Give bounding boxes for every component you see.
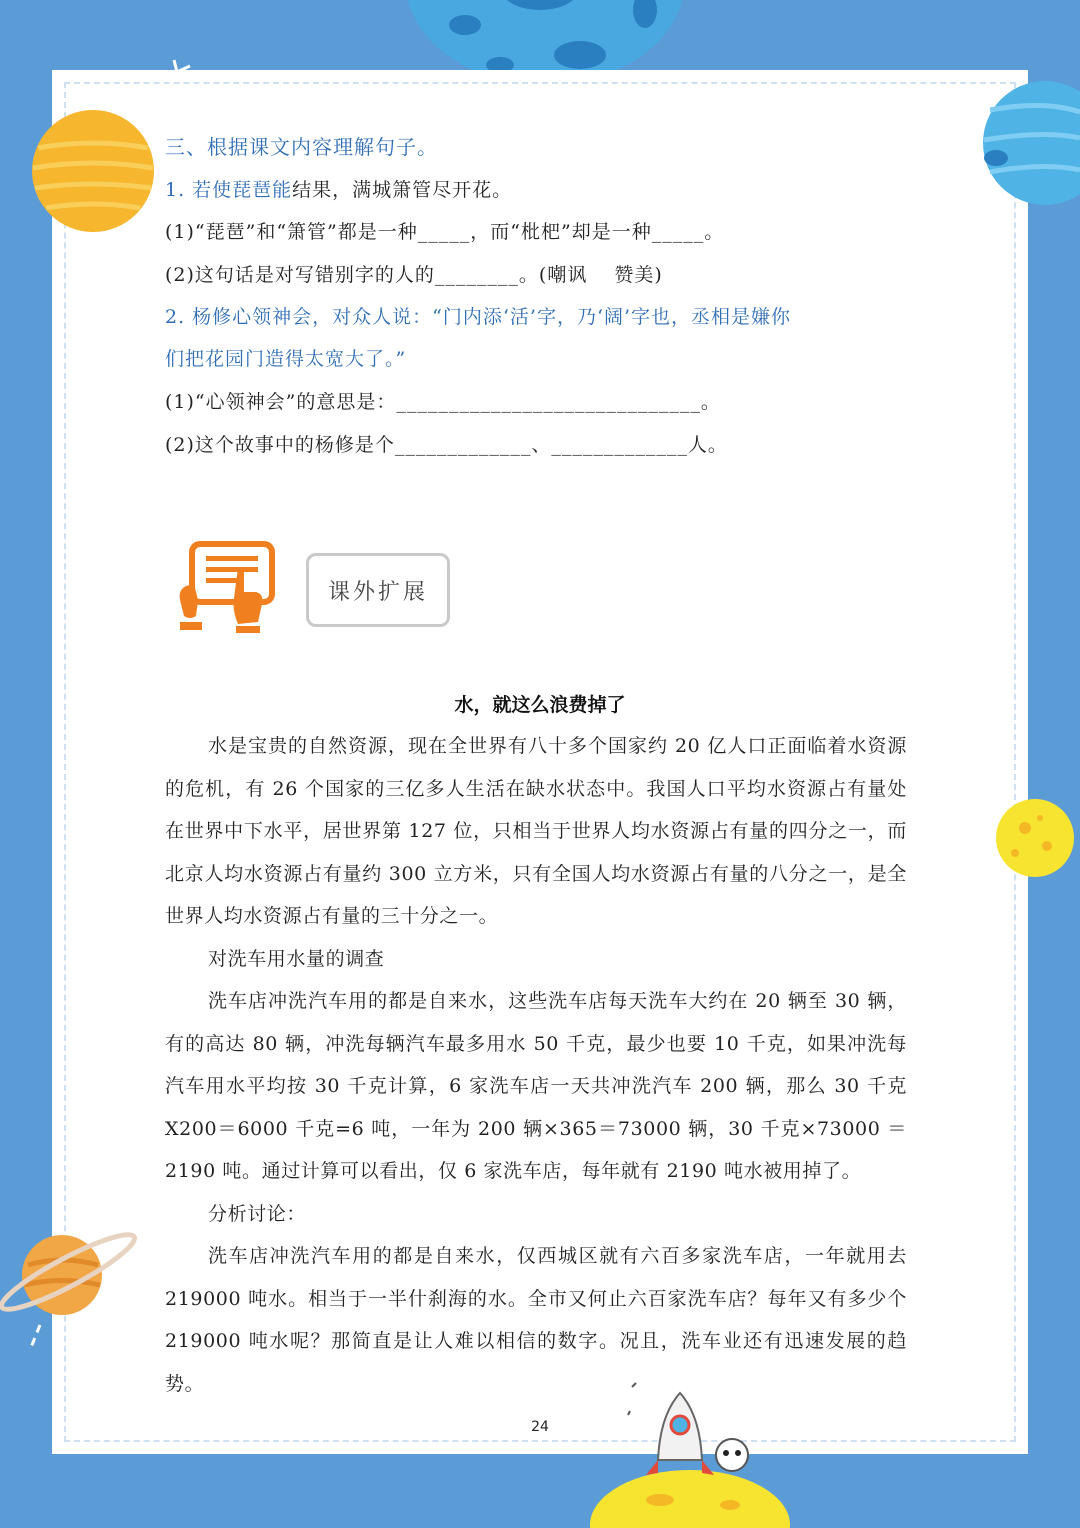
question-1-prompt: 1. 若使琵琶能 [165, 179, 293, 201]
article-paragraph-2: 对洗车用水量的调查 [208, 947, 385, 970]
page-number: 24 [531, 1419, 549, 1435]
blue-planet-icon [970, 80, 1080, 206]
article-paragraph-5: 洗车店冲洗汽车用的都是自来水，仅西城区就有六百多家洗车店，一年就用去 219000 吨水。相当于一半什刹海的水。全市又何止六百家洗车店？每年又有多少个 219000 吨水呢？那简直是让人难以相信的数字。况且，洗车业还有迅速发展的趋势。 [165, 1245, 907, 1395]
question-2-prompt-line-1: 2. 杨修心领神会，对众人说：“门内添‘活’字，乃‘阔’字也，丞相是嫌你 [165, 306, 792, 328]
question-1-sub-2: (2)这句话是对写错别字的人的________。(嘲讽 赞美) [165, 264, 663, 286]
question-2-prompt-line-2: 们把花园门造得太宽大了。” [165, 348, 407, 370]
article-paragraph-3: 洗车店冲洗汽车用的都是自来水，这些洗车店每天洗车大约在 20 辆至 30 辆，有的高达 80 辆，冲洗每辆汽车最多用水 50 千克，最少也要 10 千克，如果冲洗每汽车用水平均按 30 千克计算，6 家洗车店一天共冲洗汽车 200 辆，那么 30 千克 X200＝6000 千克=6 吨，一年为 200 辆×365＝73000 辆，30 千克×73000 ＝2190 吨。通过计算可以看出，仅 6 家洗车店，每年就有 2190 吨水被用掉了。 [165, 990, 907, 1182]
saturn-icon [0, 1230, 140, 1360]
article-title: 水，就这么浪费掉了 [454, 694, 626, 716]
yellow-moon-icon [995, 798, 1080, 878]
article-body [165, 725, 907, 1405]
section-heading: 三、根据课文内容理解句子。 [165, 135, 438, 159]
article-paragraph-4: 分析讨论： [208, 1202, 307, 1225]
extension-button[interactable]: 课外扩展 [306, 553, 450, 627]
article-paragraph-1: 水是宝贵的自然资源，现在全世界有八十多个国家约 20 亿人口正面临着水资源的危机，有 26 个国家的三亿多人生活在缺水状态中。我国人口平均水资源占有量处在世界中下水平，居世界第 127 位，只相当于世界人均水资源占有量的四分之一，而北京人均水资源占有量约 300 立方米，只有全国人均水资源占有量的八分之一，是全世界人均水资源占有量的三十分之一。 [165, 735, 907, 927]
tablet-hands-icon [176, 540, 278, 634]
sparkle-icon [168, 56, 198, 76]
yellow-planet-icon [30, 108, 156, 234]
question-2-sub-1: (1)“心领神会”的意思是：_____________________________。 [165, 391, 721, 413]
question-1-prompt-rest: 结果，满城箫管尽开花。 [292, 179, 513, 201]
question-2-sub-2: (2)这个故事中的杨修是个_____________、_____________人。 [165, 434, 728, 456]
question-1 [165, 175, 512, 202]
question-1-sub-1: (1)“琵琶”和“箫管”都是一种_____，而“枇杷”却是一种_____。 [165, 221, 725, 243]
